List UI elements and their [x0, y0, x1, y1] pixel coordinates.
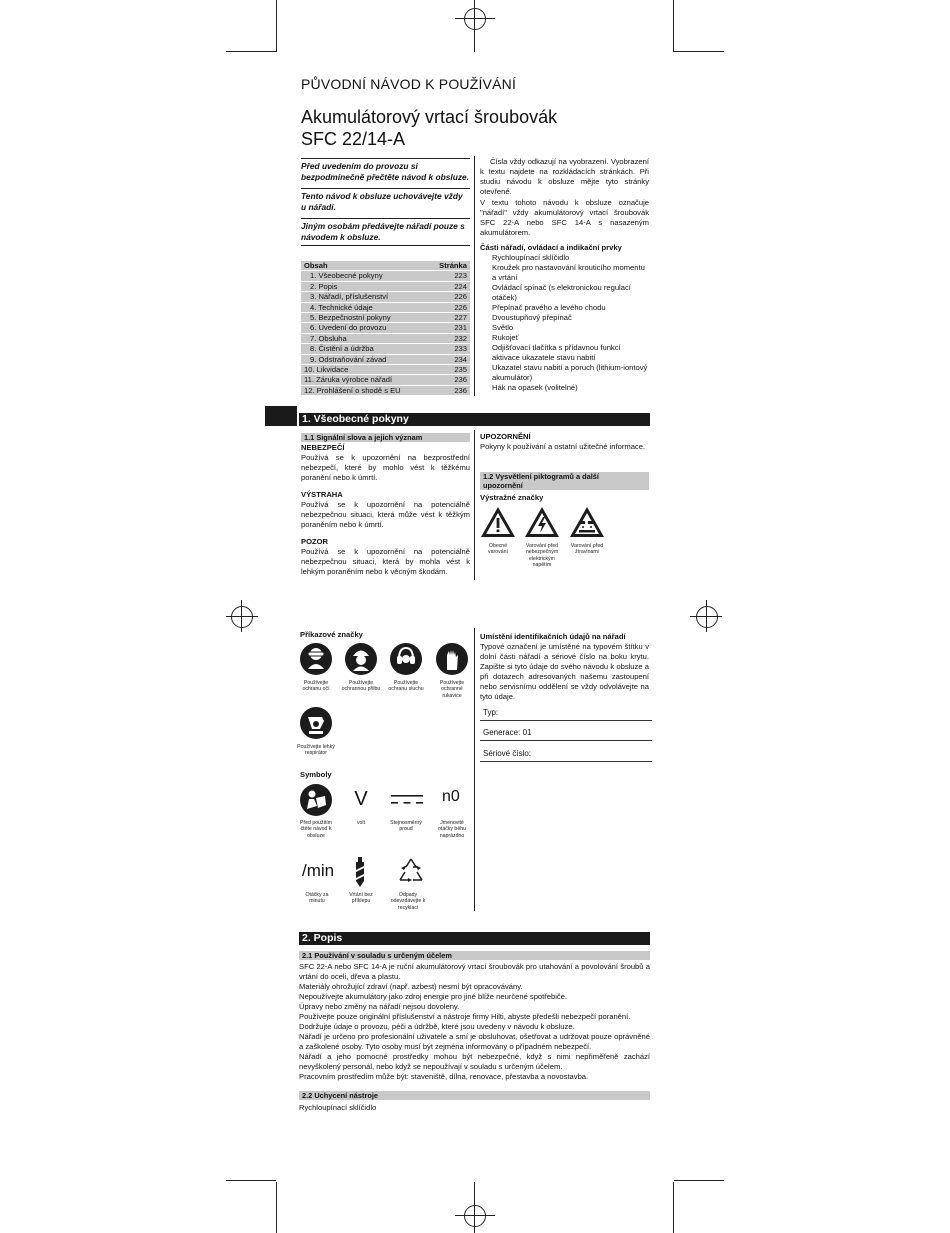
column-divider [474, 156, 475, 396]
symbol-label: Jmenovité otáčky běhu naprázdno [438, 820, 466, 839]
mandatory-signs-title: Příkazové značky [300, 630, 363, 639]
toc-item-label: 12. Prohlášení o shodě s EU [304, 385, 401, 395]
paragraph: Používejte pouze originální příslušenství a nástroje firmy Hilti, abyste předešli nebezpečí poranění. [299, 1012, 631, 1021]
rpm-icon: /min [302, 861, 335, 880]
subsection-1-1: 1.1 Signální slova a jejich význam [301, 433, 470, 442]
list-item: Kroužek pro nastavování krouticího momentu a vrtání [492, 263, 645, 282]
respirator-icon [300, 707, 332, 739]
type-field[interactable]: Typ: [480, 708, 652, 721]
vystraha-text: Používá se k upozornění na potenciálně nebezpečnou situaci, která může vést k těžkým poraněním nebo k úmrtí. [301, 500, 470, 529]
toc-row[interactable] [301, 386, 470, 395]
registration-mark [464, 8, 486, 30]
nebezpeci-title: NEBEZPEČÍ [301, 443, 345, 452]
crop-mark [226, 616, 258, 617]
paragraph: Materiály ohrožující zdraví (např. azbest) nesmí být opracovávány. [299, 982, 523, 991]
warning-sign-label: Obecné varování [488, 543, 508, 556]
paragraph: Úpravy nebo změny na nářadí nejsou dovoleny. [299, 1002, 460, 1011]
symbol-label: Otáčky za minutu [305, 892, 329, 905]
toc-item-page: 223 [454, 271, 467, 281]
toc-row[interactable] [301, 292, 470, 302]
registration-mark [231, 606, 253, 628]
toc-item-label: 7. Obsluha [310, 333, 347, 343]
toc-item-label: 2. Popis [310, 281, 338, 291]
serial-number-field[interactable]: Sériové číslo: [480, 749, 652, 762]
list-item: Odjišťovací tlačítka s přídavnou funkcí aktivace ukazatele stavu nabití [492, 343, 621, 362]
crop-mark [673, 1182, 674, 1233]
toc-item-label: 1. Všeobecné pokyny [310, 271, 383, 281]
corrosive-warning-icon [569, 506, 605, 538]
generation-field[interactable]: Generace: 01 [480, 728, 652, 741]
toc-item-page: 235 [454, 365, 467, 375]
toc-item-label: 6. Uvedení do provozu [310, 323, 387, 333]
toc-item-page: 236 [454, 375, 467, 385]
registration-mark [696, 606, 718, 628]
subsection-2-1: 2.1 Používání v souladu s určeným účelem [299, 951, 650, 960]
toc-item-label: 8. Čistění a údržba [310, 344, 374, 354]
mandatory-sign-label: Používejte ochranné rukavice [439, 680, 465, 699]
crop-mark [455, 18, 495, 19]
toc-row[interactable] [301, 313, 470, 323]
toc-item-page: 227 [454, 313, 467, 323]
toc-item-page: 224 [454, 281, 467, 291]
mandatory-sign-label: Používejte ochrannou přilbu [341, 680, 381, 693]
crop-mark [276, 0, 277, 52]
direct-current-icon [391, 794, 423, 806]
registration-mark [464, 1205, 486, 1227]
list-item: Rukojeť [492, 333, 519, 342]
toc-item-page: 236 [454, 385, 467, 395]
nebezpeci-text: Používá se k upozornění na bezprostřední nebezpečí, které by mohlo vést k těžkému poranění nebo k úmrtí. [301, 453, 470, 482]
mandatory-sign-label: Používejte ochranu očí [302, 680, 330, 693]
upozorneni-title: UPOZORNĚNÍ [480, 432, 531, 441]
toc-item-label: 9. Odstraňování závad [310, 354, 387, 364]
hearing-protection-icon [390, 643, 422, 675]
list-item: Světlo [492, 323, 514, 332]
toc-item-label: 11. Záruka výrobce nářadí [304, 375, 393, 385]
product-model: SFC 22/14-A [301, 129, 406, 149]
thumb-tab [265, 406, 297, 426]
toc-row[interactable] [301, 375, 470, 385]
list-item: Rychloupínací sklíčidlo [492, 253, 570, 262]
symbol-label: Stejnosměrný proud [390, 820, 422, 833]
paragraph: Pracovním prostředím může být: staveniště, dílna, renovace, přestavba a novostavba. [299, 1072, 589, 1081]
subsection-2-2: 2.2 Uchycení nástroje [299, 1091, 650, 1100]
toc-item-page: 232 [454, 333, 467, 343]
symbol-label: volt [356, 820, 366, 826]
pozor-text: Používá se k upozornění na potenciálně nebezpečnou situaci, která by mohla vést k lehkým poraněním nebo k věcným škodám. [301, 547, 470, 576]
symbol-label: Před použitím čtěte návod k obsluze [299, 820, 332, 839]
crop-mark [706, 600, 707, 632]
mandatory-sign-label: Používejte lehký respirátor [297, 744, 335, 757]
crop-mark [455, 1215, 495, 1216]
toc-item-page: 231 [454, 323, 467, 333]
eye-protection-icon [300, 643, 332, 675]
parts-list [492, 253, 649, 393]
toc-item-page: 226 [454, 302, 467, 312]
product-title-line1: Akumulátorový vrtací šroubovák [301, 107, 558, 127]
toc-row[interactable] [301, 365, 470, 375]
paragraph: Nepoužívejte akumulátory jako zdroj energie pro jiné blíže neurčené spotřebiče. [299, 992, 568, 1001]
list-item: Ovládací spínač (s elektronickou regulací otáček) [492, 283, 631, 302]
toc-item-label: 10. Likvidace [304, 365, 349, 375]
warning-pass-manual: Jiným osobám předávejte nářadí pouze s návodem k obsluze. [301, 218, 470, 246]
no-load-speed-icon: n0 [442, 788, 460, 805]
toc-item-page: 233 [454, 344, 467, 354]
crop-mark [674, 1180, 724, 1181]
electric-voltage-warning-icon [524, 506, 560, 538]
crop-mark [674, 51, 724, 52]
toc-header [301, 261, 470, 271]
warning-read-manual: Před uvedením do provozu si bezpodmínečně přečtěte návod k obsluze. [301, 158, 470, 183]
list-item: Ukazatel stavu nabití a poruch (lithium-iontový akumulátor) [492, 363, 648, 382]
warning-signs-title: Výstražné značky [480, 493, 544, 502]
toc-item-label: 3. Nářadí, příslušenství [310, 292, 389, 302]
paragraph: Dodržujte údaje o provozu, péči a údržbě, které jsou uvedeny v návodu k obsluze. [299, 1022, 575, 1031]
parts-title: Části nářadí, ovládací a indikační prvky [480, 243, 622, 252]
column-divider [474, 430, 475, 580]
read-manual-icon [300, 784, 332, 816]
helmet-icon [345, 643, 377, 675]
symbol-label: Vrtání bez příklepu [349, 892, 373, 905]
toc-row[interactable] [301, 271, 470, 281]
product-title [301, 106, 557, 150]
toc-header-label: Obsah [304, 261, 328, 270]
manual-title: PŮVODNÍ NÁVOD K POUŽÍVÁNÍ [301, 76, 517, 92]
symbols-title: Symboly [300, 770, 332, 779]
vystraha-title: VÝSTRAHA [301, 490, 343, 499]
toc-row[interactable] [301, 334, 470, 344]
warning-sign-label: Varování před nebezpečným elektrickým napětím [525, 543, 559, 569]
pozor-title: POZOR [301, 537, 329, 546]
section2-title: 2. Popis [299, 932, 650, 945]
toc-item-page: 234 [454, 354, 467, 364]
identification-text: Typové označení je umístěné na typovém štítku v dolní části nářadí a sériové číslo na boku krytu. Zapište si tyto údaje do svého návodu k obsluze a při dotazech adresovaných našemu zastoupení nebo servisnímu oddělení se vždy odvolávejte na tyto údaje. [480, 642, 649, 701]
section1-title: 1. Všeobecné pokyny [299, 413, 650, 426]
paragraph: SFC 22-A nebo SFC 14-A je ruční akumulátorový vrtací šroubovák pro utahování a povolování šroubů a vrtání do oceli, dřeva a plastu. [299, 962, 650, 981]
drilling-no-hammer-icon [354, 857, 366, 887]
list-item: Přepínač pravého a levého chodu [492, 303, 606, 312]
toc-item-label: 5. Bezpečnostní pokyny [310, 313, 391, 323]
toc-item-label: 4. Technické údaje [310, 302, 373, 312]
toc-row[interactable] [301, 282, 470, 292]
list-item: Hák na opasek (volitelné) [492, 383, 578, 392]
section2-text [299, 962, 650, 1082]
subsection-1-2: 1.2 Vysvětlení piktogramů a další upozornění [480, 472, 649, 490]
column-divider [474, 628, 475, 911]
upozorneni-text: Pokyny k používání a ostatní užitečné informace. [480, 442, 646, 451]
warning-sign-label: Varování před žíravinami [570, 543, 604, 556]
list-item: Dvoustupňový přepínač [492, 313, 572, 322]
intro-paragraph-tool: V textu tohoto návodu k obsluze označuje "nářadí" vždy akumulátorový vrtací šroubovák SFC 22-A nebo SFC 14-A s nasazeným akumulátorem. [480, 198, 649, 237]
table-of-contents [301, 261, 470, 395]
toc-row[interactable] [301, 344, 470, 354]
paragraph: Nářadí a jeho pomocné prostředky mohou být nebezpečné, když s nimi nepřiměřeně zachází nevyškolený personál, nebo když se nepoužívají v souladu s určeným účelem. [299, 1052, 650, 1071]
recycling-icon [396, 856, 426, 886]
toc-item-page: 226 [454, 292, 467, 302]
toc-row[interactable] [301, 303, 470, 313]
toc-row[interactable] [301, 323, 470, 333]
subsection-2-2-text: Rychloupínací sklíčidlo [299, 1103, 377, 1112]
crop-mark [241, 600, 242, 632]
gloves-icon [436, 643, 468, 675]
volt-icon: V [354, 788, 368, 810]
identification-title: Umístění identifikačních údajů na nářadí [480, 632, 626, 641]
intro-paragraph-figures: Čísla vždy odkazují na vyobrazení. Vyobrazení k textu najdete na rozkládacích stránkách. Při studiu návodu k obsluze mějte tyto stránky otevřené. [480, 157, 649, 196]
paragraph: Nářadí je určeno pro profesionální uživatele a smí je obsluhovat, ošetřovat a udržovat pouze oprávněné a zaškolené osoby. Tyto osoby musí být zejména informovány o případném nebezpečí. [299, 1032, 650, 1051]
warning-keep-manual: Tento návod k obsluze uchovávejte vždy u nářadí. [301, 188, 470, 213]
toc-header-page: Stránka [439, 261, 467, 270]
crop-mark [276, 1182, 277, 1233]
crop-mark [226, 1180, 276, 1181]
mandatory-sign-label: Používejte ochranu sluchu [388, 680, 424, 693]
symbol-label: Odpady odevzdávejte k recyklaci [390, 892, 426, 911]
toc-row[interactable] [301, 355, 470, 365]
crop-mark [673, 0, 674, 52]
general-warning-icon [480, 506, 516, 538]
crop-mark [226, 51, 276, 52]
